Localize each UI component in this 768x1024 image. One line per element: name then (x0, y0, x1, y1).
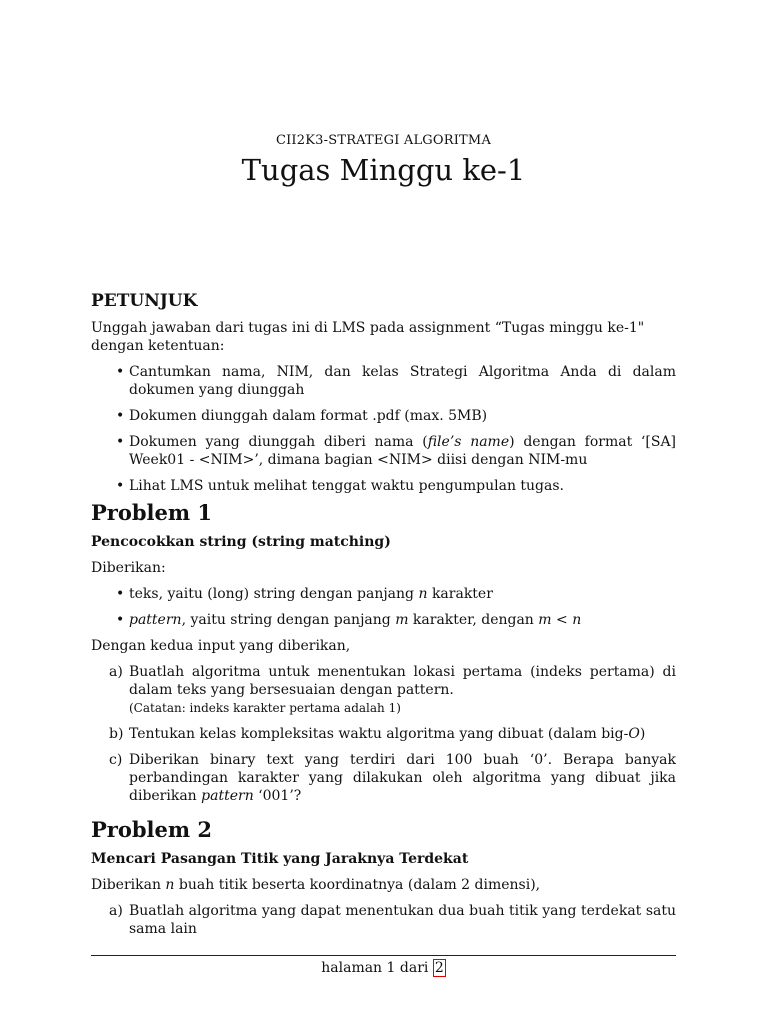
problem2-subheading: Mencari Pasangan Titik yang Jaraknya Terdekat (91, 851, 469, 867)
list-item: c) Diberikan binary text yang terdiri dari 100 buah ‘0’. Berapa banyak perbandingan karakter yang dilakukan oleh algoritma yang dibuat jika diberikan pattern ‘001’? (109, 752, 676, 804)
list-item: • Dokumen yang diunggah diberi nama (file’s name) dengan format ‘[SA] Week01 - <NIM>’, dimana bagian <NIM> diisi dengan NIM-mu (116, 434, 677, 468)
petunjuk-section (91, 292, 676, 495)
problem2-heading: Problem 2 (91, 817, 213, 842)
problem1-heading: Problem 1 (91, 500, 213, 525)
problem1-given-label: Diberikan: (91, 560, 166, 576)
list-item: • Dokumen diunggah dalam format .pdf (max. 5MB) (116, 408, 488, 424)
petunjuk-list (91, 363, 676, 495)
problem2-tasks (91, 902, 676, 938)
footer-divider (91, 955, 676, 956)
problem2-intro: Diberikan n buah titik beserta koordinatnya (dalam 2 dimensi), (91, 877, 541, 893)
petunjuk-intro: Unggah jawaban dari tugas ini di LMS pada assignment “Tugas minggu ke-1" dengan ketentuan: (91, 320, 645, 354)
problem1-subheading: Pencocokkan string (string matching) (91, 534, 391, 550)
problem2-section (91, 817, 676, 938)
list-item: • teks, yaitu (long) string dengan panjang n karakter (116, 586, 493, 602)
course-code: CII2K3-STRATEGI ALGORITMA (275, 133, 492, 148)
problem1-given-list (91, 585, 676, 629)
list-item: a) Buatlah algoritma untuk menentukan lokasi pertama (indeks pertama) di dalam teks yang bersesuaian dengan pattern. (Catatan: indeks karakter pertama adalah 1) (109, 664, 676, 715)
problem1-section (91, 500, 676, 805)
list-item: • Lihat LMS untuk melihat tenggat waktu pengumpulan tugas. (116, 478, 565, 494)
document-title: Tugas Minggu ke-1 (241, 153, 526, 187)
task-note: (Catatan: indeks karakter pertama adalah 1) (129, 701, 401, 715)
list-item: • Cantumkan nama, NIM, dan kelas Strategi Algoritma Anda di dalam dokumen yang diunggah (116, 364, 676, 398)
problem1-lead: Dengan kedua input yang diberikan, (91, 638, 351, 654)
list-item: a) Buatlah algoritma yang dapat menentukan dua buah titik yang terdekat satu sama lain (109, 903, 676, 937)
document-page (91, 0, 676, 1024)
problem1-tasks (91, 663, 676, 805)
list-item: • pattern, yaitu string dengan panjang m karakter, dengan m < n (116, 612, 582, 628)
total-pages-link[interactable]: 2 (434, 960, 444, 976)
petunjuk-heading: PETUNJUK (91, 291, 198, 311)
list-item: b) Tentukan kelas kompleksitas waktu algoritma yang dibuat (dalam big-O) (109, 726, 646, 742)
page-footer: halaman 1 dari 2 (321, 960, 444, 976)
